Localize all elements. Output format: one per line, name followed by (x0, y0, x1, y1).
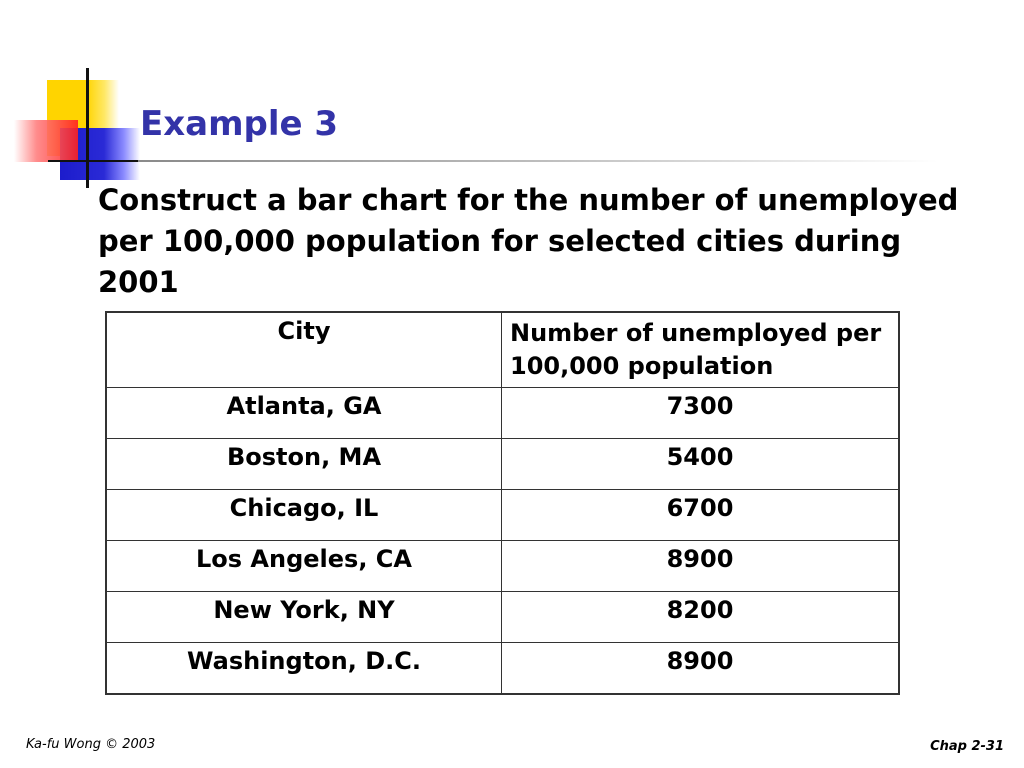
cell-value: 8900 (502, 541, 900, 592)
cell-city: Chicago, IL (106, 490, 502, 541)
title-divider (138, 160, 938, 162)
table-header-row (106, 312, 899, 388)
footer-page-number: Chap 2-31 (930, 739, 1004, 754)
cell-value: 5400 (502, 439, 900, 490)
data-table (105, 311, 900, 695)
slide-title: Example 3 (140, 104, 339, 144)
table-row (106, 541, 899, 592)
table-row (106, 643, 899, 695)
table-row (106, 439, 899, 490)
cell-value: 8900 (502, 643, 900, 695)
cell-value: 6700 (502, 490, 900, 541)
cell-city: Boston, MA (106, 439, 502, 490)
table-row (106, 490, 899, 541)
logo-horizontal-line (48, 160, 148, 162)
cell-city: New York, NY (106, 592, 502, 643)
header-city: City (106, 312, 502, 388)
cell-city: Los Angeles, CA (106, 541, 502, 592)
cell-value: 7300 (502, 388, 900, 439)
footer-author: Ka-fu Wong © 2003 (26, 737, 156, 752)
logo-red-square (14, 120, 78, 162)
cell-city: Atlanta, GA (106, 388, 502, 439)
slide-body-text: Construct a bar chart for the number of unemployed per 100,000 population for selected cities during 2001 (98, 183, 959, 299)
table-row (106, 592, 899, 643)
table-row (106, 388, 899, 439)
logo-vertical-line (86, 68, 89, 188)
cell-city: Washington, D.C. (106, 643, 502, 695)
cell-value: 8200 (502, 592, 900, 643)
header-unemployed: Number of unemployed per 100,000 population (502, 312, 900, 388)
